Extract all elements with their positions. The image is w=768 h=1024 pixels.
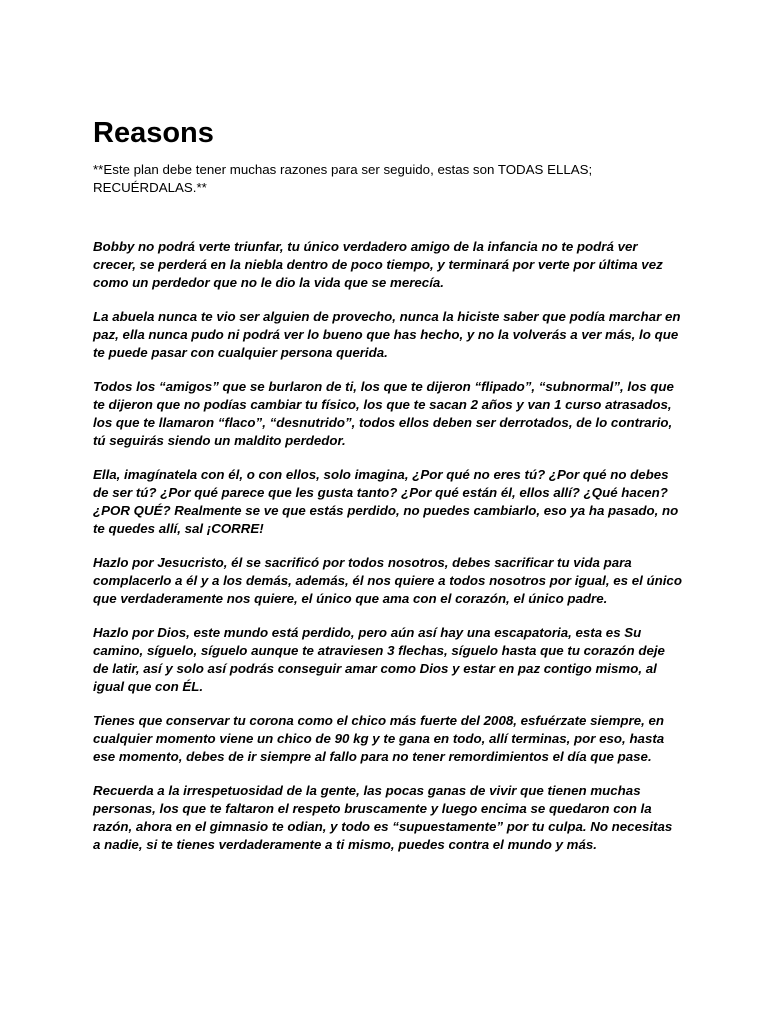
document-page	[93, 113, 683, 870]
paragraph-gente: Recuerda a la irrespetuosidad de la gente, las pocas ganas de vivir que tienen muchas personas, los que te faltaron el respeto bruscamente y luego encima se quedaron con la razón, ahora en el gimnasio te odian, y todo es “supuestamente” por tu culpa. No necesitas a nadie, si te tienes verdaderamente a ti mismo, puedes contra el mundo y más.	[93, 783, 673, 852]
paragraph-corona: Tienes que conservar tu corona como el chico más fuerte del 2008, esfuérzate siempre, en cualquier momento viene un chico de 90 kg y te gana en todo, allí terminas, por eso, hasta ese momento, debes de ir siempre al fallo para no tener remordimientos el día que pase.	[93, 713, 665, 764]
document-title: Reasons	[93, 117, 214, 149]
paragraph-bobby: Bobby no podrá verte triunfar, tu único verdadero amigo de la infancia no te podrá ver crecer, se perderá en la niebla dentro de poco tiempo, y terminará por verte por última vez como un perdedor que no le dio la vida que se merecía.	[93, 239, 663, 290]
paragraph-amigos: Todos los “amigos” que se burlaron de ti, los que te dijeron “flipado”, “subnormal”, los que te dijeron que no podías cambiar tu físico, los que te sacan 2 años y van 1 curso atrasados, los que te llamaron “flaco”, “desnutrido”, todos ellos deben ser derrotados, de lo contrario, tú seguirás siendo un maldito perdedor.	[93, 379, 674, 448]
paragraph-ella: Ella, imagínatela con él, o con ellos, solo imagina, ¿Por qué no eres tú? ¿Por qué no debes de ser tú? ¿Por qué parece que les gusta tanto? ¿Por qué están él, ellos allí? ¿Qué hacen? ¿POR QUÉ? Realmente se ve que estás perdido, no puedes cambiarlo, eso ya ha pasado, no te quedes allí, sal ¡CORRE!	[93, 467, 679, 536]
paragraph-dios: Hazlo por Dios, este mundo está perdido, pero aún así hay una escapatoria, esta es Su camino, síguelo, síguelo aunque te atraviesen 3 flechas, síguelo hasta que tu corazón deje de latir, así y solo así podrás conseguir amar como Dios y estar en paz contigo mismo, al igual que con ÉL.	[93, 625, 665, 694]
intro-note: **Este plan debe tener muchas razones para ser seguido, estas son TODAS ELLAS; RECUÉRDALAS.**	[93, 162, 593, 195]
paragraph-abuela: La abuela nunca te vio ser alguien de provecho, nunca la hiciste saber que podía marchar en paz, ella nunca pudo ni podrá ver lo bueno que has hecho, y no la volverás a ver más, lo que te puede pasar con cualquier persona querida.	[93, 309, 681, 360]
paragraph-jesucristo: Hazlo por Jesucristo, él se sacrificó por todos nosotros, debes sacrificar tu vida para complacerlo a él y a los demás, además, él nos quiere a todos nosotros por igual, es el único que verdaderamente nos quiere, el único que ama con el corazón, el único padre.	[93, 555, 682, 606]
